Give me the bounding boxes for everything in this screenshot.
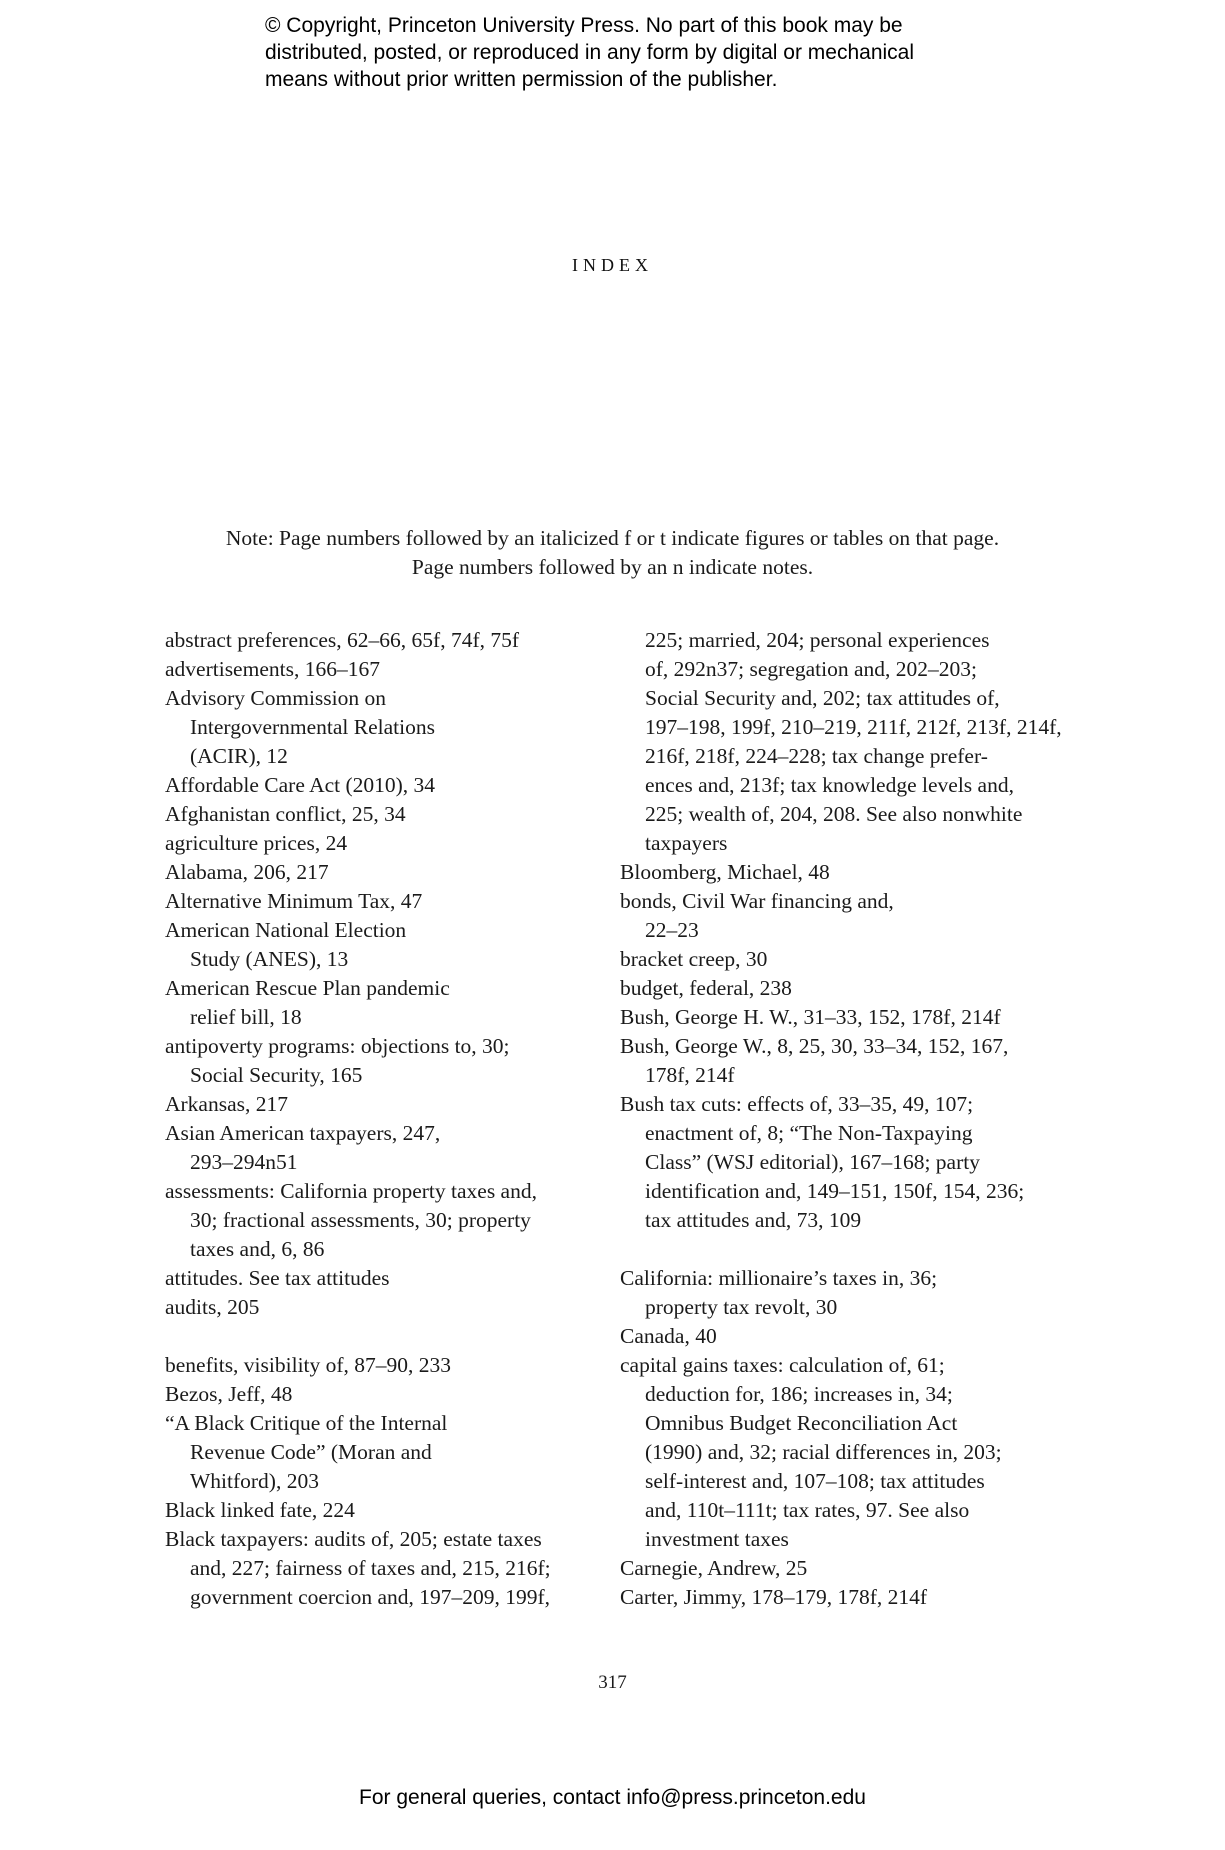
- index-entry: Affordable Care Act (2010), 34: [165, 773, 436, 797]
- index-subline: property tax revolt, 30: [645, 1295, 838, 1319]
- index-entry: budget, federal, 238: [620, 976, 792, 1000]
- index-entry: capital gains taxes: calculation of, 61;: [620, 1353, 945, 1377]
- index-subline: and, 110t–111t; tax rates, 97. See also: [645, 1498, 970, 1522]
- index-subline: Social Security and, 202; tax attitudes of,: [645, 686, 1000, 710]
- index-subline: tax attitudes and, 73, 109: [645, 1208, 862, 1232]
- index-subline: 225; wealth of, 204, 208. See also nonwhite: [645, 802, 1023, 826]
- index-subline: Class” (WSJ editorial), 167–168; party: [645, 1150, 980, 1174]
- index-entry: Canada, 40: [620, 1324, 717, 1348]
- copyright-line: © Copyright, Princeton University Press. No part of this book may be: [265, 14, 903, 37]
- index-entry: “A Black Critique of the Internal: [165, 1411, 448, 1435]
- index-column-left: [165, 626, 585, 1612]
- copyright-line: distributed, posted, or reproduced in any form by digital or mechanical: [265, 41, 915, 64]
- index-entry: Black linked fate, 224: [165, 1498, 355, 1522]
- index-subline: Revenue Code” (Moran and: [190, 1440, 432, 1464]
- index-subline: 30; fractional assessments, 30; property: [190, 1208, 531, 1232]
- index-subline: Omnibus Budget Reconciliation Act: [645, 1411, 958, 1435]
- index-entry: Bush, George H. W., 31–33, 152, 178f, 214f: [620, 1005, 1001, 1029]
- index-subline: Intergovernmental Relations: [190, 715, 435, 739]
- index-entry: abstract preferences, 62–66, 65f, 74f, 75f: [165, 628, 520, 652]
- index-entry: California: millionaire’s taxes in, 36;: [620, 1266, 938, 1290]
- index-subline: 216f, 218f, 224–228; tax change prefer-: [645, 744, 988, 768]
- index-subline: identification and, 149–151, 150f, 154, 236;: [645, 1179, 1025, 1203]
- index-entry: Alternative Minimum Tax, 47: [165, 889, 423, 913]
- index-entry: Alabama, 206, 217: [165, 860, 329, 884]
- index-subline: 293–294n51: [190, 1150, 298, 1174]
- index-entry: Bush tax cuts: effects of, 33–35, 49, 107;: [620, 1092, 974, 1116]
- footer-contact: For general queries, contact info@press.princeton.edu: [359, 1786, 866, 1809]
- index-column-right: [620, 626, 1062, 1612]
- index-subline: taxes and, 6, 86: [190, 1237, 325, 1261]
- page-title: index: [572, 250, 653, 277]
- index-subline: Study (ANES), 13: [190, 947, 349, 971]
- index-entry: audits, 205: [165, 1295, 260, 1319]
- index-entry: Arkansas, 217: [165, 1092, 289, 1116]
- index-subline: 178f, 214f: [645, 1063, 735, 1087]
- index-entry: Bush, George W., 8, 25, 30, 33–34, 152, 167,: [620, 1034, 1009, 1058]
- index-subline: (1990) and, 32; racial differences in, 203;: [645, 1440, 1002, 1464]
- index-subline: investment taxes: [645, 1527, 789, 1551]
- index-subline: 225; married, 204; personal experiences: [645, 628, 990, 652]
- index-entry: advertisements, 166–167: [165, 657, 380, 681]
- index-subline: and, 227; fairness of taxes and, 215, 216f;: [190, 1556, 551, 1580]
- index-entry: assessments: California property taxes and,: [165, 1179, 537, 1203]
- page-number: 317: [598, 1672, 627, 1693]
- index-subline: 22–23: [645, 918, 699, 942]
- index-entry: American Rescue Plan pandemic: [165, 976, 450, 1000]
- index-subline: deduction for, 186; increases in, 34;: [645, 1382, 953, 1406]
- index-note: [0, 524, 1225, 582]
- index-subline: relief bill, 18: [190, 1005, 302, 1029]
- index-entry: Afghanistan conflict, 25, 34: [165, 802, 406, 826]
- index-subline: self-interest and, 107–108; tax attitudes: [645, 1469, 985, 1493]
- note-line-2: Page numbers followed by an n indicate notes.: [411, 555, 814, 579]
- index-entry: Carnegie, Andrew, 25: [620, 1556, 808, 1580]
- index-spacer: [165, 1322, 585, 1351]
- index-entry: American National Election: [165, 918, 407, 942]
- index-entry: Carter, Jimmy, 178–179, 178f, 214f: [620, 1585, 928, 1609]
- index-spacer: [620, 1235, 1050, 1264]
- index-entry: agriculture prices, 24: [165, 831, 348, 855]
- note-line-1: Note: Page numbers followed by an italicized f or t indicate figures or tables on that page.: [225, 526, 1000, 550]
- index-entry: bracket creep, 30: [620, 947, 768, 971]
- index-subline: enactment of, 8; “The Non-Taxpaying: [645, 1121, 973, 1145]
- index-subline: of, 292n37; segregation and, 202–203;: [645, 657, 978, 681]
- index-subline: 197–198, 199f, 210–219, 211f, 212f, 213f, 214f,: [645, 715, 1062, 739]
- copyright-notice: [265, 12, 985, 93]
- index-entry: Asian American taxpayers, 247,: [165, 1121, 441, 1145]
- index-subline: government coercion and, 197–209, 199f,: [190, 1585, 551, 1609]
- index-entry: Black taxpayers: audits of, 205; estate taxes: [165, 1527, 542, 1551]
- copyright-line: means without prior written permission of the publisher.: [265, 68, 778, 91]
- index-entry: Advisory Commission on: [165, 686, 386, 710]
- index-entry: bonds, Civil War financing and,: [620, 889, 894, 913]
- index-entry: antipoverty programs: objections to, 30;: [165, 1034, 510, 1058]
- index-subline: Social Security, 165: [190, 1063, 363, 1087]
- index-subline: Whitford), 203: [190, 1469, 319, 1493]
- index-subline: ences and, 213f; tax knowledge levels and,: [645, 773, 1014, 797]
- index-entry: benefits, visibility of, 87–90, 233: [165, 1353, 452, 1377]
- index-entry: Bloomberg, Michael, 48: [620, 860, 830, 884]
- index-subline: taxpayers: [645, 831, 728, 855]
- index-subline: (ACIR), 12: [190, 744, 288, 768]
- index-entry: attitudes. See tax attitudes: [165, 1266, 390, 1290]
- index-entry: Bezos, Jeff, 48: [165, 1382, 293, 1406]
